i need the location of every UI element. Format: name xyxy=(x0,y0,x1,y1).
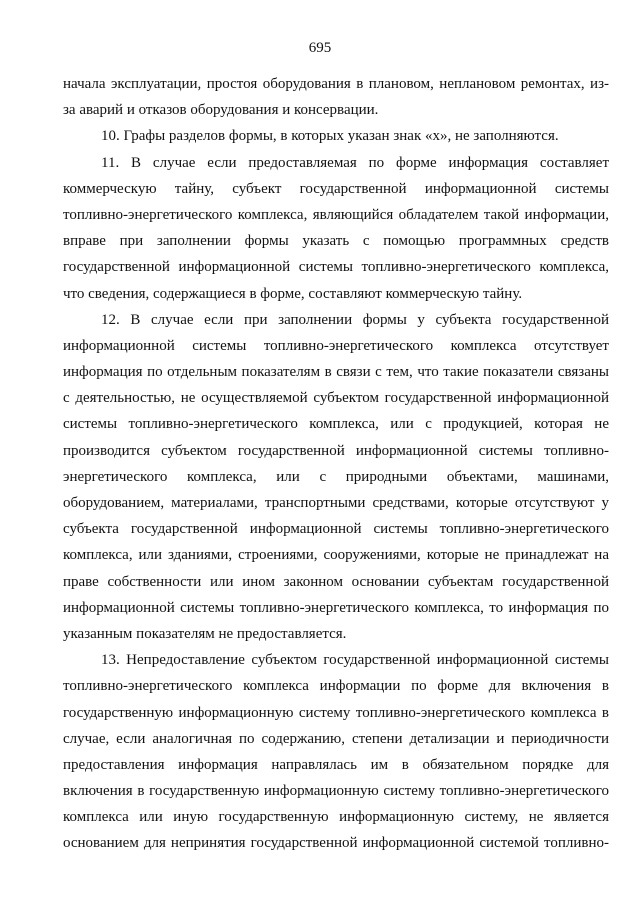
text-line: начала эксплуатации, простоя оборудования в плановом, неплановом ремонтах, из- xyxy=(63,76,609,92)
text-line: информационной системы топливно-энергетического комплекса, то информация по xyxy=(63,599,609,616)
text-line: субъекта государственной информационной системы топливно-энергетического xyxy=(63,521,609,538)
text-line: что сведения, содержащиеся в форме, составляют коммерческую тайну. xyxy=(63,285,523,302)
text-line: 13. Непредоставление субъектом государственной информационной системы xyxy=(101,652,609,669)
paragraph xyxy=(63,647,609,857)
text-line: 10. Графы разделов формы, в которых указан знак «х», не заполняются. xyxy=(101,128,559,145)
text-line: комплекса, или зданиями, строениями, сооружениями, которые не принадлежат на xyxy=(63,547,609,564)
text-line: праве собственности или ином законном основании субъектам государственной xyxy=(63,573,609,590)
paragraph xyxy=(63,71,609,123)
text-line: государственную информационную систему топливно-энергетического комплекса в xyxy=(63,704,609,721)
text-line: топливно-энергетического комплекса информации по форме для включения в xyxy=(63,678,609,695)
text-line: государственной информационной системы топливно-энергетического комплекса, xyxy=(63,259,609,276)
text-line: производится субъектом государственной информационной системы топливно- xyxy=(63,442,609,459)
text-line: системы топливно-энергетического комплекса, или с продукцией, которая не xyxy=(63,416,609,433)
text-line: за аварий и отказов оборудования и консервации. xyxy=(63,102,379,119)
text-line: информационной системы топливно-энергетического комплекса отсутствует xyxy=(63,337,609,354)
text-line: предоставления информация направлялась им в обязательном порядке для xyxy=(63,756,609,773)
text-line: информация по отдельным показателям в связи с тем, что такие показатели связаны xyxy=(63,364,609,381)
text-line: оборудованием, материалами, транспортными средствами, которые отсутствуют у xyxy=(63,495,609,511)
text-line: указанным показателям не предоставляется. xyxy=(63,625,347,642)
page-number: 695 xyxy=(308,40,332,56)
document-body xyxy=(63,71,609,857)
text-line: топливно-энергетического комплекса, являющийся обладателем такой информации, xyxy=(63,206,609,223)
text-line: 12. В случае если при заполнении формы у субъекта государственной xyxy=(101,311,609,328)
text-line: основанием для непринятия государственной информационной системой топливно- xyxy=(63,835,609,852)
text-line: энергетического комплекса, или с природными объектами, машинами, xyxy=(63,468,609,485)
paragraph xyxy=(63,123,609,149)
text-line: вправе при заполнении формы указать с помощью программных средств xyxy=(63,233,609,250)
paragraph xyxy=(63,307,609,647)
text-line: 11. В случае если предоставляемая по форме информация составляет xyxy=(101,154,609,171)
text-line: случае, если аналогичная по содержанию, степени детализации и периодичности xyxy=(63,730,609,747)
text-line: комплекса или иную государственную информационную систему, не является xyxy=(63,809,609,826)
paragraph xyxy=(63,150,609,307)
text-line: с деятельностью, не осуществляемой субъектом государственной информационной xyxy=(63,390,609,407)
text-line: коммерческую тайну, субъект государственной информационной системы xyxy=(63,180,609,197)
text-line: включения в государственную информационную систему топливно-энергетического xyxy=(63,783,609,800)
